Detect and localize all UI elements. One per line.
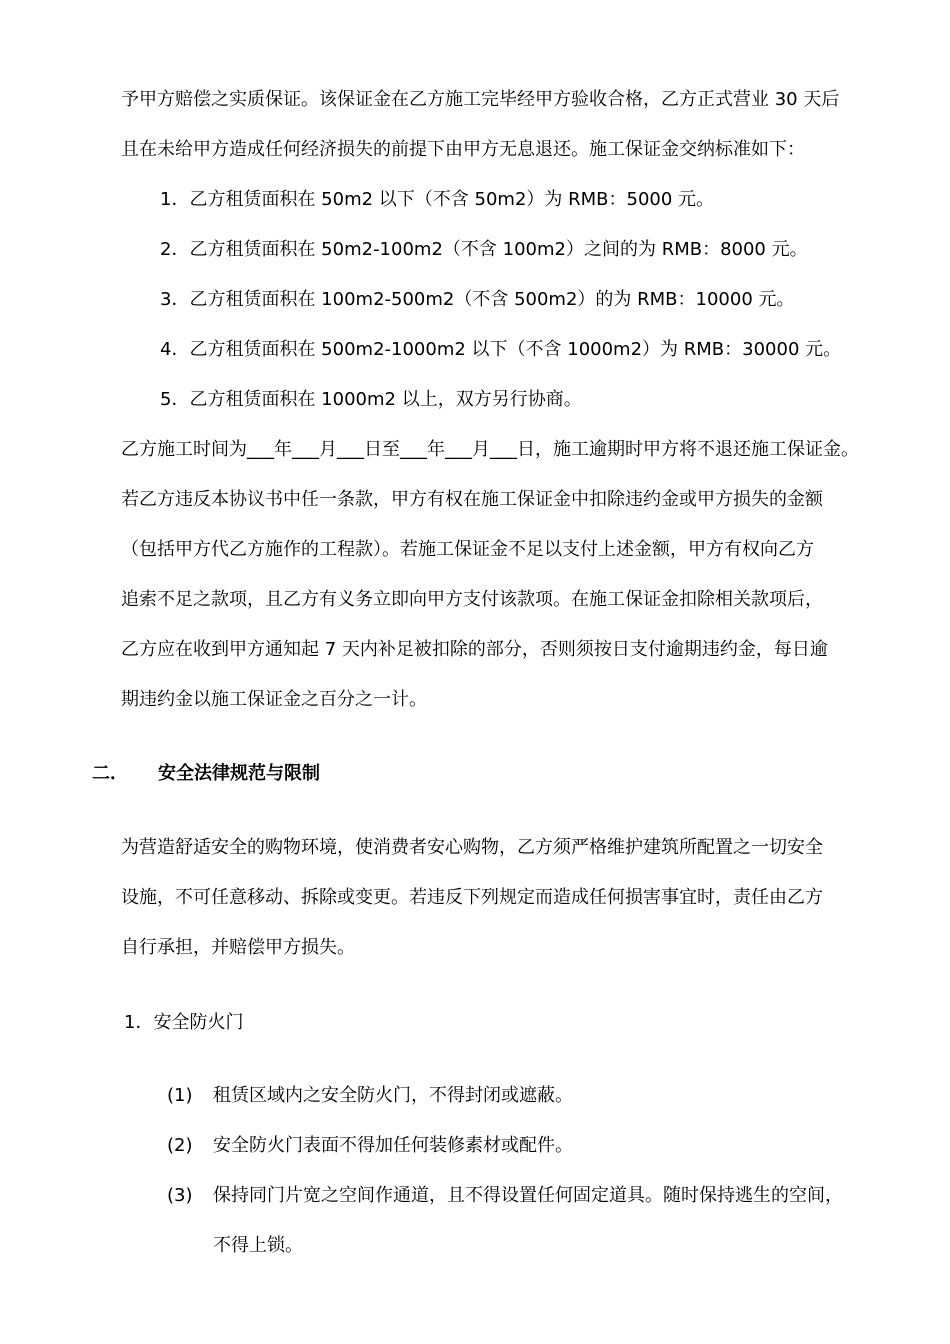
deposit-paragraph-line-1: 予甲方赔偿之实质保证。该保证金在乙方施工完毕经甲方验收合格，乙方正式营业 30 天后 bbox=[121, 89, 840, 110]
deposit-list-item-1 bbox=[160, 188, 714, 212]
list-item-text: 乙方租赁面积在 50m2-100m2（不含 100m2）之间的为 RMB：8000 元。 bbox=[189, 239, 808, 260]
deposit-list-item-4 bbox=[160, 338, 841, 362]
section-2-number: 二． bbox=[92, 763, 128, 784]
period-paragraph-line-1: 乙方施工时间为___年___月___日至___年___月___日，施工逾期时甲方将不退还施工保证金。 bbox=[121, 439, 859, 460]
list-item-text: 乙方租赁面积在 50m2 以下（不含 50m2）为 RMB：5000 元。 bbox=[189, 189, 715, 210]
section-2-title: 安全法律规范与限制 bbox=[158, 763, 320, 784]
safety-paragraph-line-3: 自行承担，并赔偿甲方损失。 bbox=[121, 937, 355, 958]
list-item-number: 2． bbox=[160, 239, 190, 260]
period-paragraph-line-5: 乙方应在收到甲方通知起 7 天内补足被扣除的部分，否则须按日支付逾期违约金，每日逾 bbox=[121, 639, 828, 660]
safety-paragraph-line-1: 为营造舒适安全的购物环境，使消费者安心购物，乙方须严格维护建筑所配置之一切安全 bbox=[121, 837, 823, 858]
deposit-paragraph-line-2: 且在未给甲方造成任何经济损失的前提下由甲方无息退还。施工保证金交纳标准如下： bbox=[121, 139, 805, 160]
fire-door-rule-3-text-line-2: 不得上锁。 bbox=[213, 1235, 303, 1256]
item-1-heading bbox=[124, 1011, 243, 1035]
list-item-text: 乙方租赁面积在 100m2-500m2（不含 500m2）的为 RMB：10000 元。 bbox=[189, 289, 795, 310]
fire-door-rule-3-number: (3) bbox=[167, 1185, 193, 1206]
deposit-list-item-3 bbox=[160, 288, 795, 312]
safety-paragraph-line-2: 设施，不可任意移动、拆除或变更。若违反下列规定而造成任何损害事宜时，责任由乙方 bbox=[121, 887, 823, 908]
list-item-text: 乙方租赁面积在 500m2-1000m2 以下（不含 1000m2）为 RMB：30000 元。 bbox=[189, 339, 842, 360]
list-item-number: 5． bbox=[160, 389, 190, 410]
fire-door-rule-2-text: 安全防火门表面不得加任何装修素材或配件。 bbox=[213, 1135, 573, 1156]
fire-door-rule-3-text-line-1: 保持同门片宽之空间作通道，且不得设置任何固定道具。随时保持逃生的空间， bbox=[213, 1185, 843, 1206]
item-number: 1． bbox=[124, 1012, 154, 1033]
item-title: 安全防火门 bbox=[153, 1012, 244, 1033]
period-paragraph-line-3: （包括甲方代乙方施作的工程款）。若施工保证金不足以支付上述金额，甲方有权向乙方 bbox=[121, 539, 814, 560]
fire-door-rule-2-number: (2) bbox=[167, 1135, 193, 1156]
list-item-number: 1． bbox=[160, 189, 190, 210]
deposit-list-item-5 bbox=[160, 388, 582, 412]
list-item-text: 乙方租赁面积在 1000m2 以上，双方另行协商。 bbox=[189, 389, 582, 410]
period-paragraph-line-6: 期违约金以施工保证金之百分之一计。 bbox=[121, 689, 427, 710]
deposit-list-item-2 bbox=[160, 238, 808, 262]
period-paragraph-line-4: 追索不足之款项，且乙方有义务立即向甲方支付该款项。在施工保证金扣除相关款项后， bbox=[121, 589, 823, 610]
list-item-number: 4． bbox=[160, 339, 190, 360]
fire-door-rule-1-number: (1) bbox=[167, 1085, 193, 1106]
fire-door-rule-1-text: 租赁区域内之安全防火门，不得封闭或遮蔽。 bbox=[213, 1085, 573, 1106]
list-item-number: 3． bbox=[160, 289, 190, 310]
period-paragraph-line-2: 若乙方违反本协议书中任一条款，甲方有权在施工保证金中扣除违约金或甲方损失的金额 bbox=[121, 489, 823, 510]
